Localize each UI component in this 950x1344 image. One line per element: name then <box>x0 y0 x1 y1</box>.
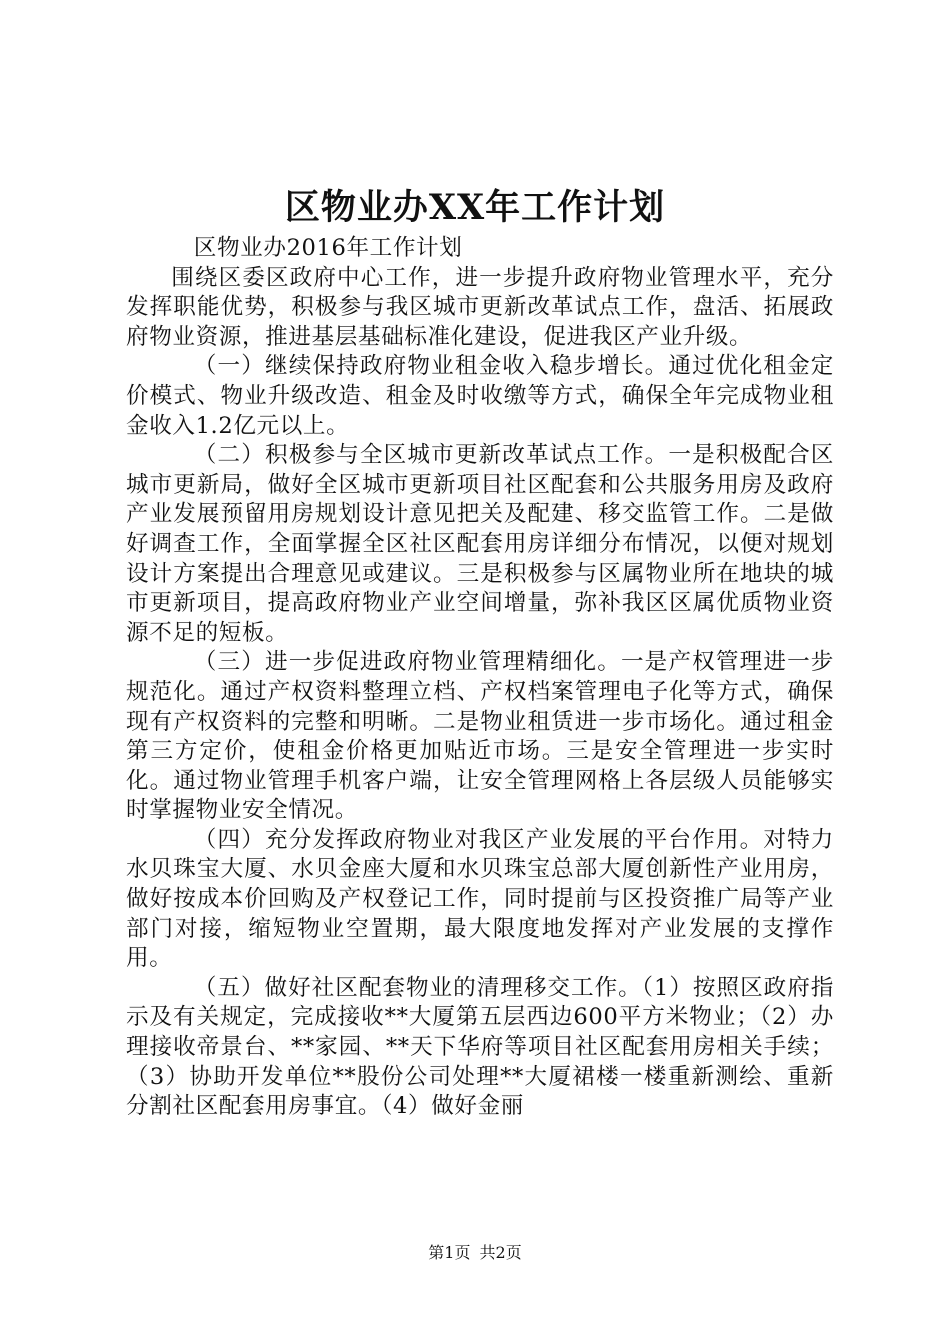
document-title: 区物业办XX年工作计划 <box>284 187 666 228</box>
paragraph-section-5: （五）做好社区配套物业的清理移交工作。（1）按照区政府指示及有关规定，完成接收**大厦第五层西边600平方米物业；（2）办理接收帝景台、**家园、**天下华府等项目社区配套用房相关手续；（3）协助开发单位**股份公司处理**大厦裙楼一楼重新测绘、重新分割社区配套用房事宜。（4）做好金丽 <box>126 974 834 1120</box>
document-body <box>126 234 834 1122</box>
page-footer <box>0 1242 950 1264</box>
page-number-current: 第1页 <box>428 1243 471 1262</box>
paragraph-section-2: （二）积极参与全区城市更新改革试点工作。一是积极配合区城市更新局，做好全区城市更新项目社区配套和公共服务用房及政府产业发展预留用房规划设计意见把关及配建、移交监管工作。二是做好调查工作，全面掌握全区社区配套用房详细分布情况，以便对规划设计方案提出合理意见或建议。三是积极参与区属物业所在地块的城市更新项目，提高政府物业产业空间增量，弥补我区区属优质物业资源不足的短板。 <box>126 442 834 646</box>
paragraph-section-4: （四）充分发挥政府物业对我区产业发展的平台作用。对特力水贝珠宝大厦、水贝金座大厦和水贝珠宝总部大厦创新性产业用房，做好按成本价回购及产权登记工作，同时提前与区投资推广局等产业部门对接，缩短物业空置期，最大限度地发挥对产业发展的支撑作用。 <box>126 826 834 972</box>
page-number-total: 共2页 <box>479 1243 522 1262</box>
document-subtitle: 区物业办2016年工作计划 <box>193 235 463 261</box>
paragraph-section-1: （一）继续保持政府物业租金收入稳步增长。通过优化租金定价模式、物业升级改造、租金及时收缴等方式，确保全年完成物业租金收入1.2亿元以上。 <box>126 353 834 439</box>
paragraph-section-3: （三）进一步促进政府物业管理精细化。一是产权管理进一步规范化。通过产权资料整理立档、产权档案管理电子化等方式，确保现有产权资料的完整和明晰。二是物业租赁进一步市场化。通过租金第三方定价，使租金价格更加贴近市场。三是安全管理进一步实时化。通过物业管理手机客户端，让安全管理网格上各层级人员能够实时掌握物业安全情况。 <box>126 649 834 824</box>
paragraph-intro: 围绕区委区政府中心工作，进一步提升政府物业管理水平，充分发挥职能优势，积极参与我区城市更新改革试点工作，盘活、拓展政府物业资源，推进基层基础标准化建设，促进我区产业升级。 <box>126 264 834 350</box>
